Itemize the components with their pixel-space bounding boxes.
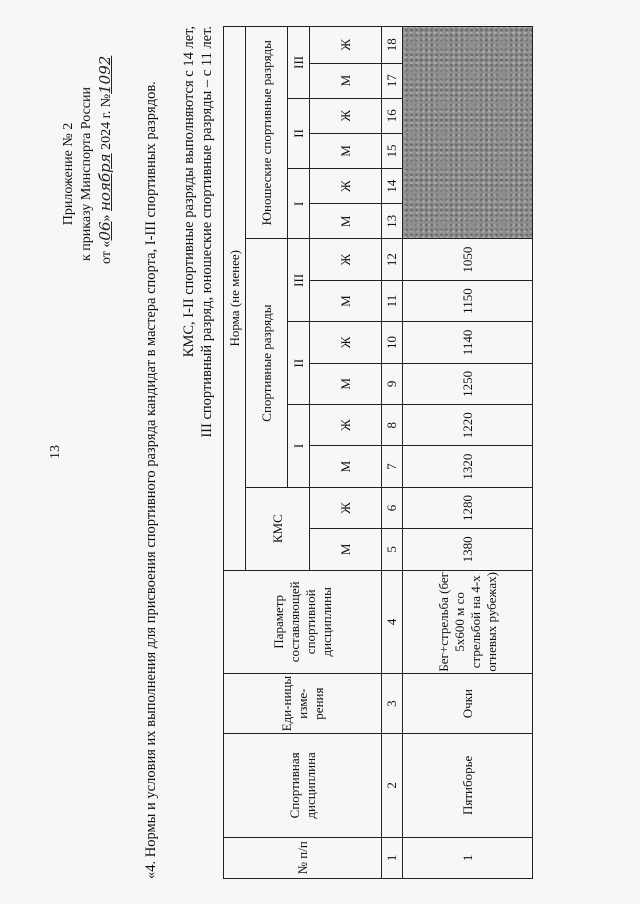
header-sport-ranks: Спортивные разряды [246,239,288,487]
column-number: 18 [382,27,403,64]
header-sport-rank-3: III [288,239,310,322]
page-number: 13 [48,445,63,459]
date-year: 2024 г. № [99,93,114,150]
header-norm: Норма (не менее) [224,27,246,571]
appendix-date-line [96,55,116,264]
header-youth-rank-3: III [288,27,310,99]
header-y2-m: М [310,133,382,168]
column-number: 5 [382,529,403,570]
r3-m-value: 1150 [403,280,533,321]
header-kms: КМС [246,487,310,570]
column-number: 2 [382,734,403,838]
handwritten-day: 06 [96,221,114,241]
header-kms-w: Ж [310,487,382,528]
kms-m-value: 1380 [403,529,533,570]
row-unit: Очки [403,674,533,734]
age-condition-line-2: III спортивный разряд, юношеские спортивные разряды – с 11 лет. [199,26,215,438]
column-number: 4 [382,570,403,674]
header-y3-m: М [310,63,382,98]
appendix-order: к приказу Минспорта России [79,87,94,261]
header-sport-rank-2: II [288,322,310,405]
column-number: 10 [382,322,403,363]
header-r3-m: М [310,280,382,321]
kms-w-value: 1280 [403,487,533,528]
r1-m-value: 1320 [403,446,533,487]
handwritten-number: 1092 [96,55,114,94]
column-number: 8 [382,405,403,446]
header-youth-rank-2: II [288,98,310,168]
header-r1-w: Ж [310,405,382,446]
column-number: 6 [382,487,403,528]
column-number: 16 [382,98,403,133]
column-number: 14 [382,169,403,204]
r2-m-value: 1250 [403,363,533,404]
header-r3-w: Ж [310,239,382,280]
r3-w-value: 1050 [403,239,533,280]
norms-table [223,26,533,879]
column-number: 1 [382,837,403,878]
header-y1-m: М [310,204,382,239]
age-condition-line-1: КМС, I-II спортивные разряды выполняются с 14 лет, [181,26,197,358]
header-num: № п/п [224,837,382,878]
column-number: 7 [382,446,403,487]
header-kms-m: М [310,529,382,570]
header-y2-w: Ж [310,98,382,133]
shaded-not-applicable-area [403,27,533,239]
column-number: 13 [382,204,403,239]
header-r1-m: М [310,446,382,487]
appendix-title: Приложение № 2 [61,122,76,226]
r2-w-value: 1140 [403,322,533,363]
r1-w-value: 1220 [403,405,533,446]
header-r2-m: М [310,363,382,404]
handwritten-month: ноября [96,153,114,211]
header-youth-ranks: Юношеские спортивные разряды [246,27,288,239]
header-r2-w: Ж [310,322,382,363]
header-sport-rank-1: I [288,405,310,488]
column-number: 15 [382,133,403,168]
row-num: 1 [403,837,533,878]
section-heading: «4. Нормы и условия их выполнения для присвоения спортивного разряда кандидат в мастера спорта, I-III спортивных разрядов. [143,81,159,879]
table-row [403,27,533,879]
column-number: 11 [382,280,403,321]
header-y3-w: Ж [310,27,382,64]
header-parameter: Параметр составляющей спортивной дисциплины [224,570,382,674]
column-number: 17 [382,63,403,98]
column-number: 9 [382,363,403,404]
date-mid: » [99,214,114,222]
row-parameter: Бег+стрельба (бег 5х600 м со стрельбой на 4-х огневых рубежах) [403,570,533,674]
column-number: 12 [382,239,403,280]
header-discipline: Спортивная дисциплина [224,734,382,838]
header-unit: Еди-ницы изме-рения [224,674,382,734]
row-discipline: Пятиборье [403,734,533,838]
header-y1-w: Ж [310,169,382,204]
column-number: 3 [382,674,403,734]
date-prefix: от « [99,240,114,264]
header-youth-rank-1: I [288,169,310,239]
